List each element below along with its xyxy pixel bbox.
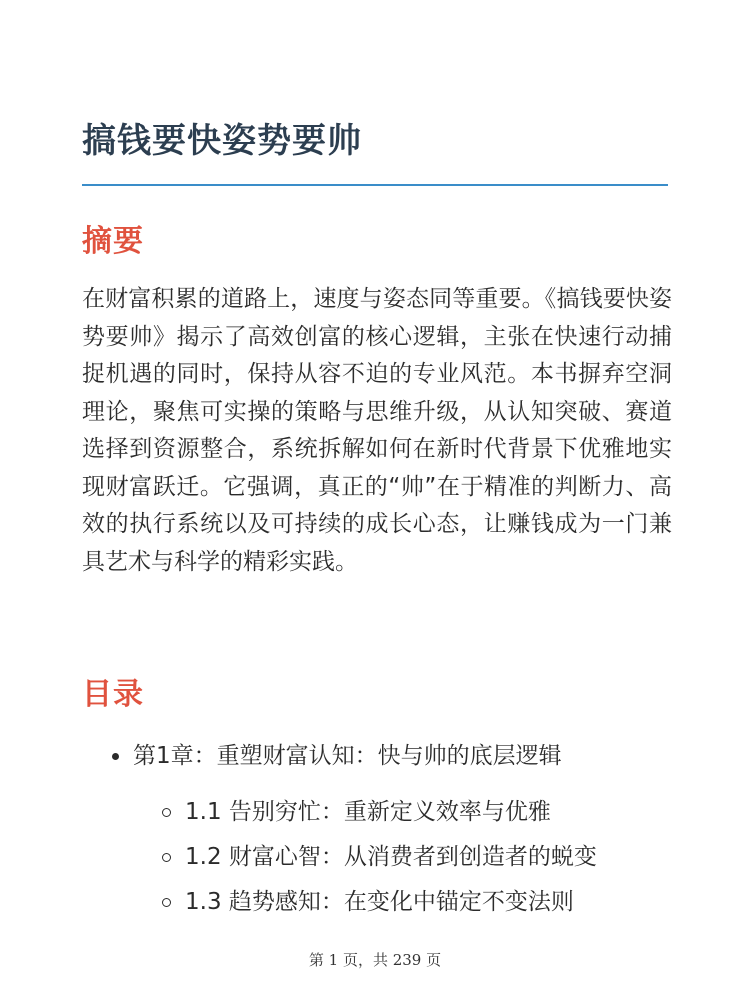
document-title: 搞钱要快姿势要帅 xyxy=(82,121,362,161)
toc-section-label: 1.3 趋势感知：在变化中锚定不变法则 xyxy=(185,889,574,915)
bullet-circle-icon xyxy=(162,853,171,862)
toc-chapter-label: 第1章：重塑财富认知：快与帅的底层逻辑 xyxy=(133,743,562,769)
toc-section-item[interactable] xyxy=(162,793,551,831)
abstract-paragraph: 在财富积累的道路上，速度与姿态同等重要。《搞钱要快姿势要帅》揭示了高效创富的核心逻辑，主张在快速行动捕捉机遇的同时，保持从容不迫的专业风范。本书摒弃空洞理论，聚焦可实操的策略与思维升级，从认知突破、赛道选择到资源整合，系统拆解如何在新时代背景下优雅地实现财富跃迁。它强调，真正的“帅”在于精准的判断力、高效的执行系统以及可持续的成长心态，让赚钱成为一门兼具艺术与科学的精彩实践。 xyxy=(82,286,672,575)
toc-chapter-item[interactable] xyxy=(112,737,562,775)
bullet-circle-icon xyxy=(162,808,171,817)
toc-section-label: 1.2 财富心智：从消费者到创造者的蜕变 xyxy=(185,844,597,870)
bullet-dot-icon xyxy=(112,753,119,760)
toc-section-item[interactable] xyxy=(162,838,597,876)
page-footer: 第 1 页，共 239 页 xyxy=(308,951,442,969)
toc-section-item[interactable] xyxy=(162,883,574,921)
abstract-heading: 摘要 xyxy=(82,224,144,259)
toc-heading: 目录 xyxy=(82,677,144,712)
title-divider xyxy=(82,184,668,186)
toc-section-label: 1.1 告别穷忙：重新定义效率与优雅 xyxy=(185,799,551,825)
bullet-circle-icon xyxy=(162,898,171,907)
